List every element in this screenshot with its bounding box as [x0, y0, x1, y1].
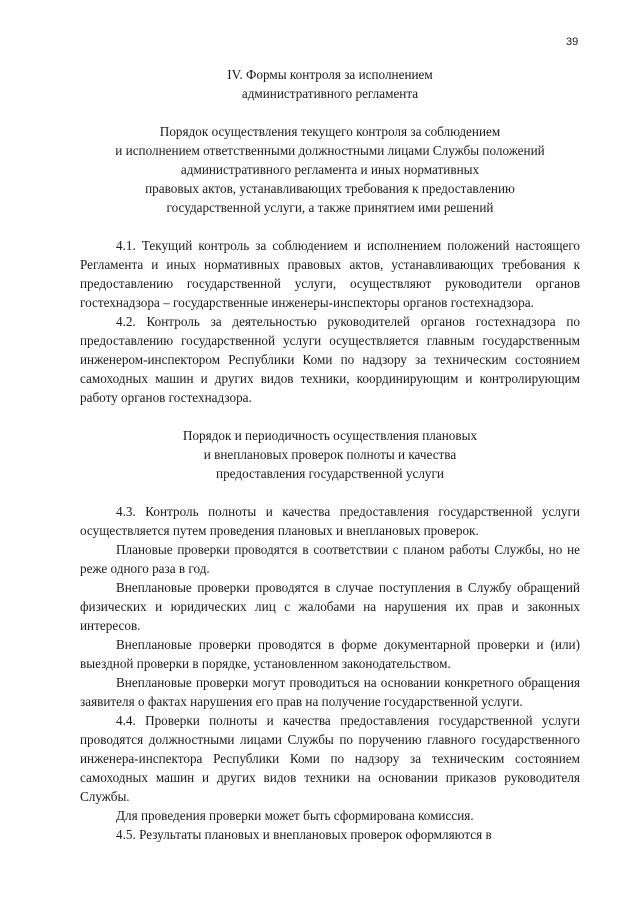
document-body: [80, 65, 580, 844]
paragraph-inspection-basis: Внеплановые проверки могут проводиться на основании конкретного обращения заявителя о фактах нарушения его прав на получение государственной услуги.: [80, 675, 580, 709]
paragraph-4-3: 4.3. Контроль полноты и качества предоставления государственной услуги осуществляется путем проведения плановых и внеплановых проверок.: [80, 504, 580, 538]
subheading-line: правовых актов, устанавливающих требования к предоставлению: [145, 181, 515, 196]
subheading-line: государственной услуги, а также принятием ими решений: [166, 200, 494, 215]
subheading-line: предоставления государственной услуги: [216, 466, 444, 481]
paragraph-inspection-form: Внеплановые проверки проводятся в форме документарной проверки и (или) выездной проверки в порядке, установленном законодательством.: [80, 637, 580, 671]
subheading-inspections: [80, 426, 580, 483]
subheading-line: Порядок осуществления текущего контроля за соблюдением: [159, 124, 501, 139]
subheading-line: Порядок и периодичность осуществления плановых: [182, 428, 478, 443]
subheading-line: административного регламента и иных нормативных: [180, 162, 480, 177]
section-title: [80, 65, 580, 103]
paragraph-4-5: 4.5. Результаты плановых и внеплановых проверок оформляются в: [116, 827, 492, 842]
section-title-line: административного регламента: [241, 86, 419, 101]
paragraph-4-1: 4.1. Текущий контроль за соблюдением и исполнением положений настоящего Регламента и иных нормативных правовых актов, устанавливающих требования к предоставлению государственной услуги, осуществляют руководители органов гостехнадзора – государственные инженеры-инспекторы органов гостехнадзора.: [80, 238, 580, 310]
paragraph-unplanned-inspections: Внеплановые проверки проводятся в случае поступления в Службу обращений физических и юридических лиц с жалобами на нарушения их прав и законных интересов.: [80, 580, 580, 633]
subheading-line: и исполнением ответственными должностными лицами Службы положений: [115, 143, 545, 158]
paragraph-4-2: 4.2. Контроль за деятельностью руководителей органов гостехнадзора по предоставлению государственной услуги осуществляется главным государственным инженером-инспектором Республики Коми по надзору за техническим состоянием самоходных машин и других видов техники, координирующим и контролирующим работу органов гостехнадзора.: [80, 314, 580, 405]
subheading-line: и внеплановых проверок полноты и качества: [203, 447, 457, 462]
page-number: 39: [566, 36, 579, 48]
section-title-line: IV. Формы контроля за исполнением: [227, 67, 433, 82]
subheading-current-control: [80, 122, 580, 217]
paragraph-planned-inspections: Плановые проверки проводятся в соответствии с планом работы Службы, но не реже одного раза в год.: [80, 542, 580, 576]
paragraph-commission: Для проведения проверки может быть сформирована комиссия.: [116, 808, 474, 823]
paragraph-4-4: 4.4. Проверки полноты и качества предоставления государственной услуги проводятся должностными лицами Службы по поручению главного государственного инженера-инспектора Республики Коми по надзору за техническим состоянием самоходных машин и других видов техники на основании приказов руководителя Службы.: [80, 713, 580, 804]
